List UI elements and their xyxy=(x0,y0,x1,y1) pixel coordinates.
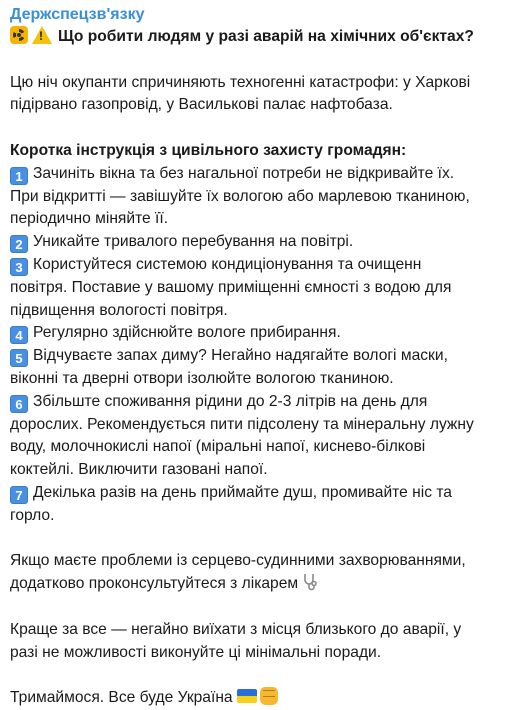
message-title xyxy=(10,26,504,49)
step-6 xyxy=(10,391,504,482)
stethoscope-icon xyxy=(302,573,318,591)
step-line: Регулярно здійснюйте вологе прибирання. xyxy=(33,324,341,342)
step-line: підвищення вологості повітря. xyxy=(10,301,228,319)
advice-line: разі не можливості виконуйте ці мінімальні поради. xyxy=(10,643,382,661)
ukraine-flag-icon xyxy=(237,689,257,703)
intro-paragraph xyxy=(10,72,504,118)
number-5-badge: 5 xyxy=(10,349,28,367)
step-line: Користуйтеся системою кондиціонування та очищенн xyxy=(33,255,422,273)
step-line: віконні та дверні отвори ізолюйте вологою тканиною. xyxy=(10,369,394,387)
step-line: коктейлі. Виключити газовані напої. xyxy=(10,461,268,479)
title-text: Що робити людям у разі аварій на хімічних об'єктах? xyxy=(58,28,474,45)
number-2-badge: 2 xyxy=(10,235,28,253)
step-line: Збільште споживання рідини до 2-3 літрів на день для xyxy=(33,392,428,410)
step-line: Уникайте тривалого перебування на повітрі. xyxy=(33,233,354,251)
warning-icon xyxy=(32,26,52,44)
number-4-badge: 4 xyxy=(10,326,28,344)
advice-line: додатково проконсультуйтеся з лікарем xyxy=(10,575,299,593)
step-5 xyxy=(10,345,504,391)
step-line: Декілька разів на день приймайте душ, промивайте ніс та xyxy=(33,483,452,501)
leave-advice-paragraph xyxy=(10,619,504,665)
advice-line: Якщо маєте проблеми із серцево-судинними захворюваннями, xyxy=(10,552,466,570)
step-4 xyxy=(10,322,504,345)
closing-line xyxy=(10,687,504,710)
step-line: дорослих. Рекомендується пити підсолену та мінеральну лужну xyxy=(10,415,474,433)
step-line: повітря. Поставие у вашому приміщенні ємності з водою для xyxy=(10,278,452,296)
step-line: горло. xyxy=(10,506,55,524)
intro-line: Цю ніч окупанти спричиняють техногенні катастрофи: у Харкові xyxy=(10,73,471,91)
step-7 xyxy=(10,482,504,528)
step-3 xyxy=(10,254,504,322)
number-7-badge: 7 xyxy=(10,486,28,504)
raised-fist-icon xyxy=(260,687,278,705)
number-3-badge: 3 xyxy=(10,258,28,276)
instruction-heading: Коротка інструкція з цивільного захисту громадян: xyxy=(10,141,407,159)
step-1 xyxy=(10,163,504,231)
closing-text: Тримаймося. Все буде Україна xyxy=(10,689,233,707)
step-line: періодично міняйте її. xyxy=(10,210,169,228)
number-6-badge: 6 xyxy=(10,395,28,413)
step-line: Зачиніть вікна та без нагальної потреби не відкривайте їх. xyxy=(33,164,455,182)
step-line: Відчуваєте запах диму? Негайно надягайте вологі маски, xyxy=(33,347,448,365)
step-line: При відкритті — завішуйте їх вологою або марлевою тканиною, xyxy=(10,187,470,205)
step-2 xyxy=(10,231,504,254)
radioactive-icon xyxy=(10,26,28,44)
step-line: воду, молочнокислі напої (міральні напої, кисневo-білкові xyxy=(10,438,426,456)
channel-name[interactable]: Держспецзв'язку xyxy=(10,6,145,23)
heart-advice-paragraph xyxy=(10,550,504,596)
advice-line: Краще за все — негайно виїхати з місця близького до аварії, у xyxy=(10,620,462,638)
intro-line: підірвано газопровід, у Василькові палає нафтобаза. xyxy=(10,96,393,114)
number-1-badge: 1 xyxy=(10,167,28,185)
